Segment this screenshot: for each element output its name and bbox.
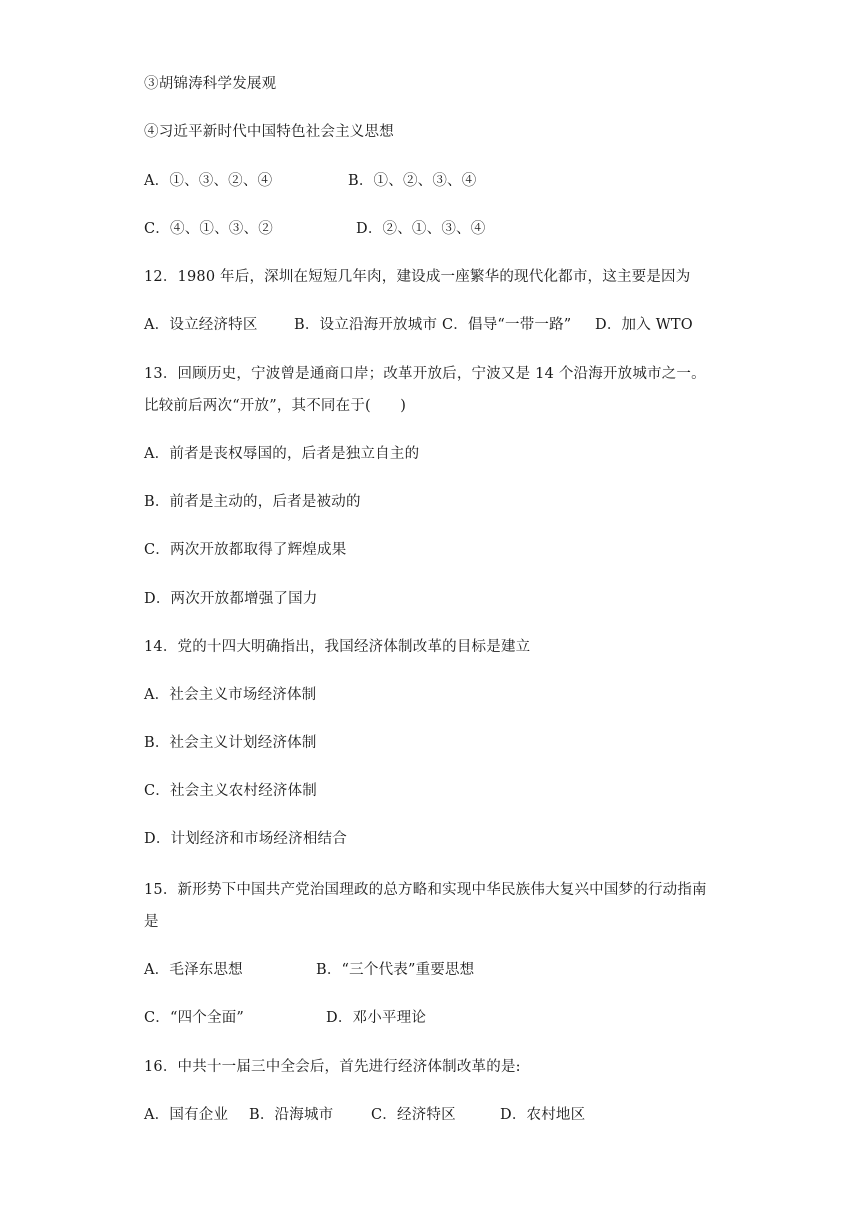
q13-stem-line1: 13．回顾历史，宁波曾是通商口岸；改革开放后，宁波又是 14 个沿海开放城市之一。 (144, 366, 706, 382)
q13-stem-line2: 比较前后两次“开放”，其不同在于( ) (144, 398, 407, 414)
q15-option-b: B．“三个代表”重要思想 (316, 962, 475, 978)
q15-option-d: D．邓小平理论 (326, 1010, 427, 1026)
q11-option-a: A．①、③、②、④ (144, 173, 273, 189)
q13-option-d: D．两次开放都增强了国力 (144, 591, 318, 607)
q12-option-c: C．倡导“一带一路” (442, 317, 572, 333)
q16-option-d: D．农村地区 (500, 1107, 586, 1123)
q15-option-a: A．毛泽东思想 (144, 962, 243, 978)
q13-option-b: B．前者是主动的，后者是被动的 (144, 494, 361, 510)
q16-stem: 16．中共十一届三中全会后，首先进行经济体制改革的是: (144, 1059, 521, 1075)
q11-option-b: B．①、②、③、④ (348, 173, 477, 189)
q12-option-a: A．设立经济特区 (144, 317, 258, 333)
q14-option-d: D．计划经济和市场经济相结合 (144, 831, 347, 847)
q14-stem: 14．党的十四大明确指出，我国经济体制改革的目标是建立 (144, 639, 531, 655)
q16-option-c: C．经济特区 (371, 1107, 456, 1123)
q11-option-c: C．④、①、③、② (144, 221, 273, 237)
q14-option-c: C．社会主义农村经济体制 (144, 783, 317, 799)
q12-option-d: D．加入 WTO (595, 317, 693, 333)
q12-option-b: B．设立沿海开放城市 (294, 317, 438, 333)
q12-stem: 12．1980 年后，深圳在短短几年肉，建设成一座繁华的现代化都市，这主要是因为 (144, 269, 691, 285)
q14-option-a: A．社会主义市场经济体制 (144, 687, 317, 703)
q15-stem-line1: 15．新形势下中国共产党治国理政的总方略和实现中华民族伟大复兴中国梦的行动指南 (144, 882, 707, 898)
q15-option-c: C．“四个全面” (144, 1010, 245, 1026)
q13-option-c: C．两次开放都取得了辉煌成果 (144, 542, 347, 558)
q16-option-a: A．国有企业 (144, 1107, 229, 1123)
q15-stem-line2: 是 (144, 914, 159, 930)
q16-option-b: B．沿海城市 (249, 1107, 334, 1123)
q14-option-b: B．社会主义计划经济体制 (144, 735, 317, 751)
q11-option-d: D．②、①、③、④ (356, 221, 486, 237)
statement-4: ④习近平新时代中国特色社会主义思想 (144, 124, 394, 140)
statement-3: ③胡锦涛科学发展观 (144, 76, 277, 92)
q13-option-a: A．前者是丧权辱国的，后者是独立自主的 (144, 446, 420, 462)
